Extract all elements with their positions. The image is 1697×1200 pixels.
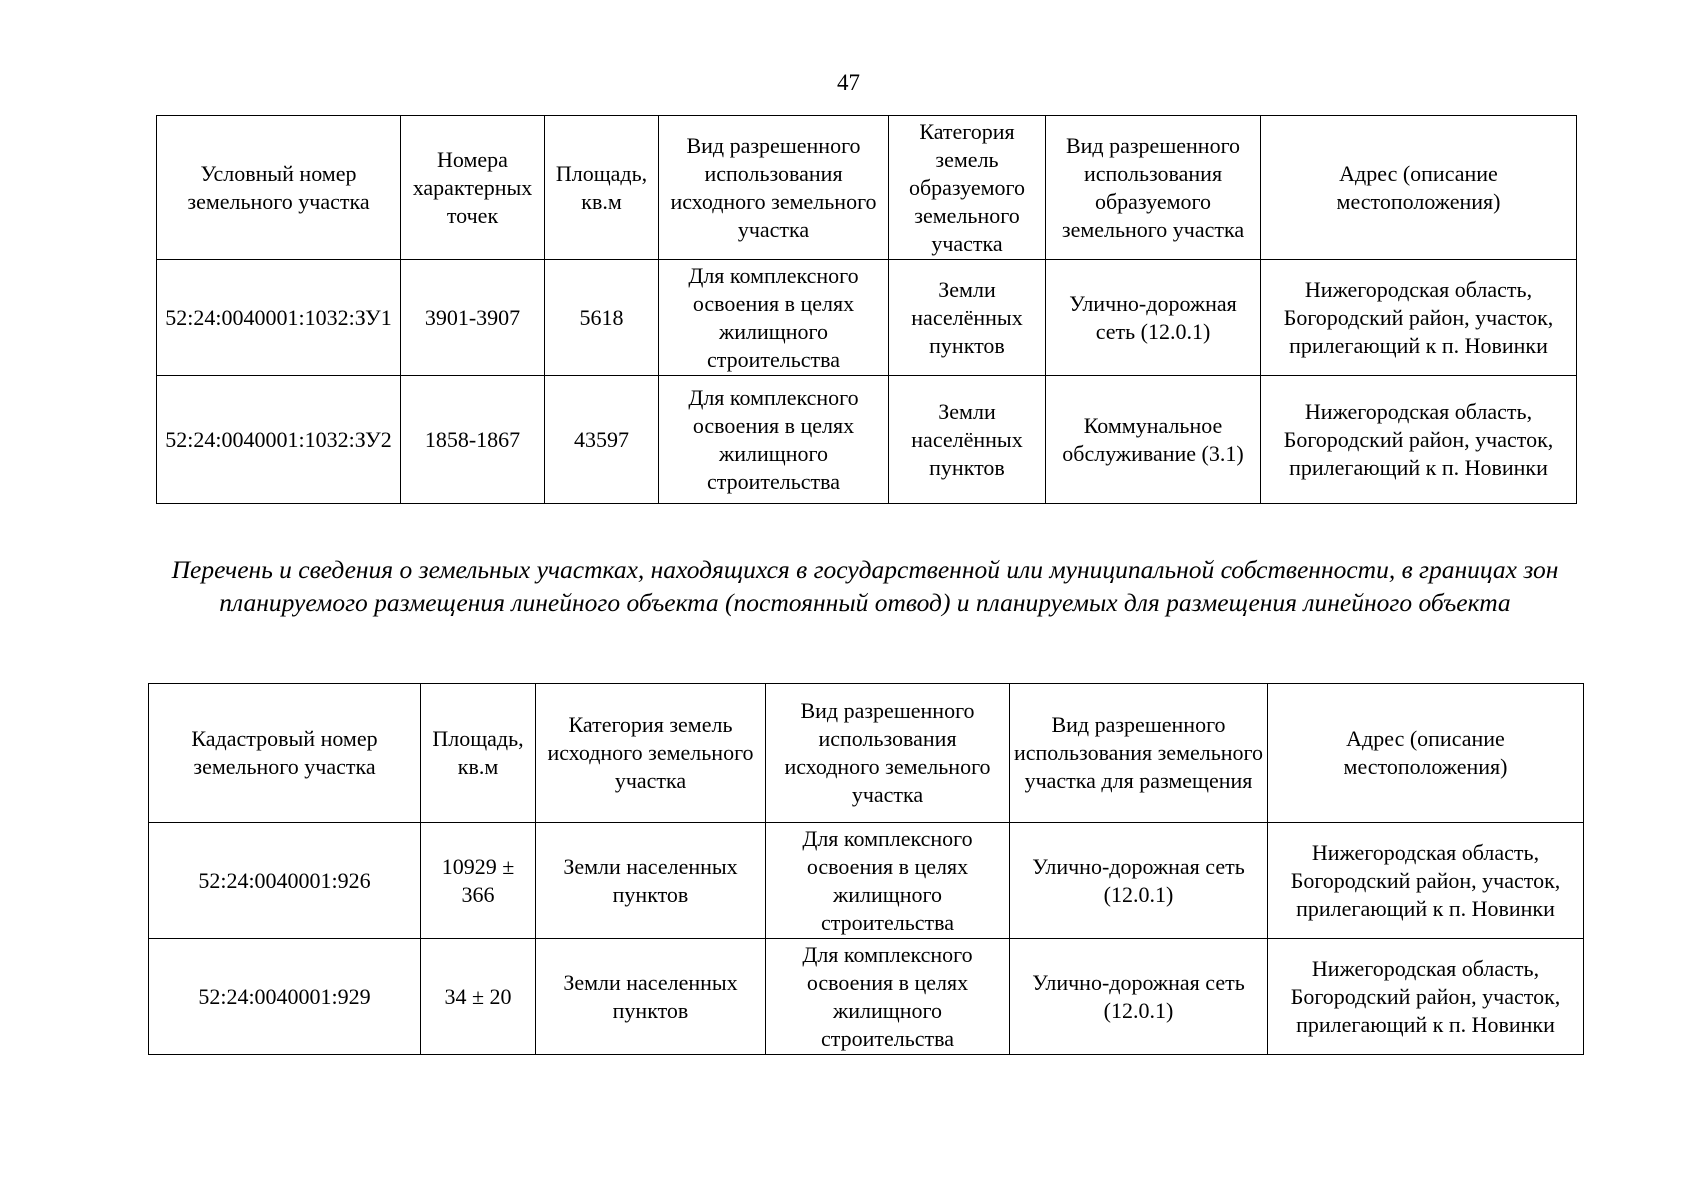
cadastral-number-cell: 52:24:0040001:929 [149, 939, 421, 1055]
address-cell: Нижегородская область, Богородский район, участок, прилегающий к п. Новинки [1261, 260, 1577, 376]
category-cell: Земли населённых пунктов [889, 376, 1046, 504]
category-cell: Земли населенных пунктов [536, 939, 766, 1055]
header-cell: Вид разрешенного использования исходного земельного участка [766, 684, 1010, 823]
table-header-row [157, 116, 1577, 260]
header-cell: Вид разрешенного использования исходного земельного участка [659, 116, 889, 260]
header-cell: Вид разрешенного использования земельного участка для размещения [1010, 684, 1268, 823]
source-use-cell: Для комплексного освоения в целях жилищного строительства [659, 376, 889, 504]
section-heading: Перечень и сведения о земельных участках, находящихся в государственной или муниципальной собственности, в границах зон планируемого размещения линейного объекта (постоянный отвод) и планируемых для размещения линейного объекта [171, 555, 1559, 617]
plot-number-cell: 52:24:0040001:1032:ЗУ2 [157, 376, 401, 504]
category-cell: Земли населенных пунктов [536, 823, 766, 939]
page-number: 47 [837, 70, 860, 95]
header-cell: Адрес (описание местоположения) [1261, 116, 1577, 260]
placement-use-cell: Улично-дорожная сеть (12.0.1) [1010, 939, 1268, 1055]
address-cell: Нижегородская область, Богородский район, участок, прилегающий к п. Новинки [1261, 376, 1577, 504]
header-cell: Кадастровый номер земельного участка [149, 684, 421, 823]
header-cell: Вид разрешенного использования образуемого земельного участка [1046, 116, 1261, 260]
area-cell: 34 ± 20 [421, 939, 536, 1055]
formed-use-cell: Коммунальное обслуживание (3.1) [1046, 376, 1261, 504]
category-cell: Земли населённых пунктов [889, 260, 1046, 376]
table-row [149, 939, 1584, 1055]
state-plots-table [148, 683, 1584, 1055]
source-use-cell: Для комплексного освоения в целях жилищного строительства [766, 823, 1010, 939]
header-cell: Площадь, кв.м [545, 116, 659, 260]
area-cell: 5618 [545, 260, 659, 376]
area-cell: 10929 ± 366 [421, 823, 536, 939]
formed-use-cell: Улично-дорожная сеть (12.0.1) [1046, 260, 1261, 376]
header-cell: Площадь, кв.м [421, 684, 536, 823]
header-cell: Номера характерных точек [401, 116, 545, 260]
points-cell: 1858-1867 [401, 376, 545, 504]
source-use-cell: Для комплексного освоения в целях жилищного строительства [659, 260, 889, 376]
cadastral-number-cell: 52:24:0040001:926 [149, 823, 421, 939]
table-header-row [149, 684, 1584, 823]
table-row [157, 376, 1577, 504]
formed-plots-table [156, 115, 1577, 504]
points-cell: 3901-3907 [401, 260, 545, 376]
header-cell: Условный номер земельного участка [157, 116, 401, 260]
plot-number-cell: 52:24:0040001:1032:ЗУ1 [157, 260, 401, 376]
header-cell: Категория земель образуемого земельного участка [889, 116, 1046, 260]
table-row [157, 260, 1577, 376]
area-cell: 43597 [545, 376, 659, 504]
address-cell: Нижегородская область, Богородский район, участок, прилегающий к п. Новинки [1268, 823, 1584, 939]
source-use-cell: Для комплексного освоения в целях жилищного строительства [766, 939, 1010, 1055]
table-row [149, 823, 1584, 939]
header-cell: Адрес (описание местоположения) [1268, 684, 1584, 823]
header-cell: Категория земель исходного земельного участка [536, 684, 766, 823]
address-cell: Нижегородская область, Богородский район, участок, прилегающий к п. Новинки [1268, 939, 1584, 1055]
placement-use-cell: Улично-дорожная сеть (12.0.1) [1010, 823, 1268, 939]
